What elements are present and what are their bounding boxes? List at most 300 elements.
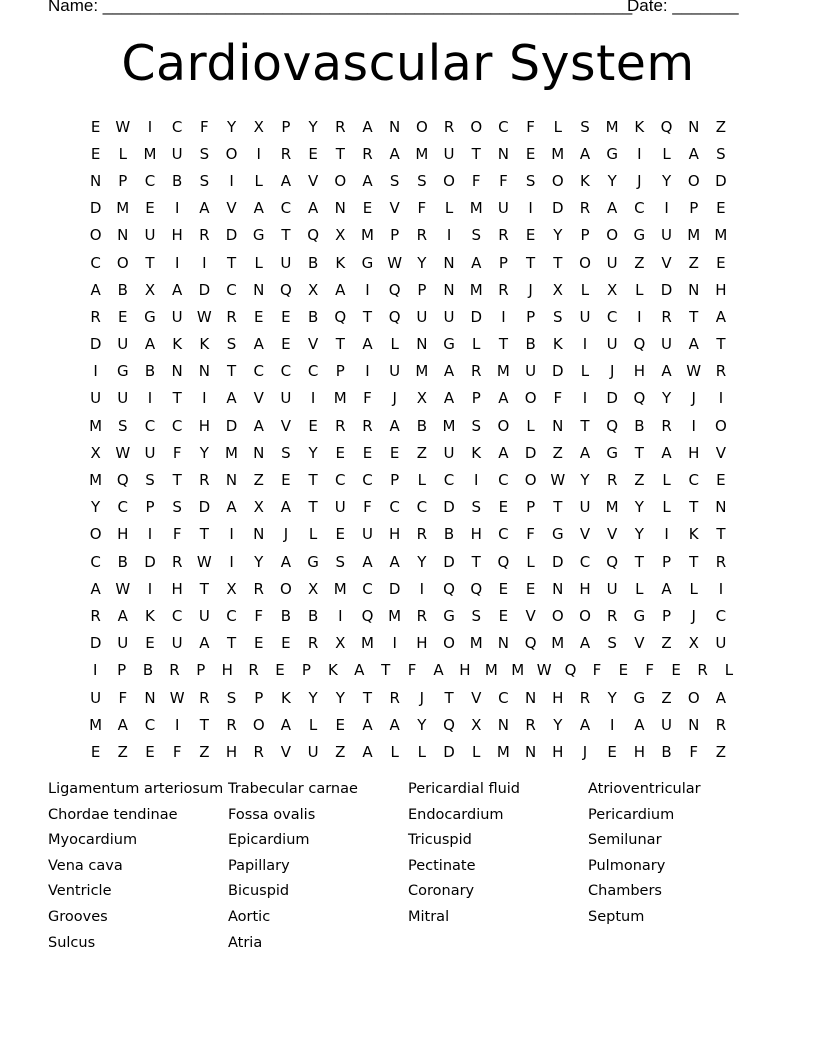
grid-letter: C (171, 606, 183, 625)
grid-letter: L (662, 471, 671, 490)
grid-letter: L (553, 117, 562, 136)
grid-letter: V (525, 606, 536, 625)
grid-letter: M (360, 226, 374, 245)
grid-letter: A (280, 498, 292, 517)
grid-letter: Z (335, 742, 346, 761)
grid-letter: G (443, 335, 455, 354)
grid-letter: A (362, 171, 373, 190)
grid-letter: E (335, 715, 346, 734)
grid-letter: U (443, 307, 455, 326)
grid-letter: X (253, 498, 264, 517)
grid-letter: L (526, 416, 535, 435)
grid-letter: N (253, 280, 265, 299)
grid-letter: H (171, 579, 183, 598)
grid-letter: E (145, 742, 155, 761)
grid-letter: C (416, 498, 428, 517)
grid-letter: T (553, 498, 563, 517)
grid-letter: K (552, 335, 563, 354)
grid-letter: K (327, 661, 338, 680)
grid-letter: P (471, 389, 481, 408)
grid-letter: O (551, 606, 564, 625)
grid-row (82, 167, 742, 194)
grid-letter: T (471, 144, 481, 163)
grid-letter: U (525, 362, 537, 381)
grid-letter: P (390, 226, 400, 245)
grid-letter: I (93, 362, 98, 381)
grid-letter: W (550, 471, 566, 490)
grid-letter: C (443, 471, 455, 490)
grid-letter: D (198, 498, 211, 517)
grid-letter: M (605, 117, 619, 136)
grid-letter: R (253, 579, 264, 598)
grid-letter: B (117, 280, 128, 299)
grid-letter: A (226, 498, 237, 517)
grid-letter: E (671, 661, 681, 680)
grid-letter: R (416, 226, 428, 245)
grid-letter: B (525, 335, 536, 354)
grid-letter: E (362, 443, 373, 462)
grid-letter: O (579, 253, 591, 272)
word-list-item: Bicuspid (228, 883, 290, 900)
grid-letter: R (199, 226, 210, 245)
grid-letter: N (334, 199, 346, 218)
grid-letter: I (664, 525, 669, 544)
grid-letter: T (381, 661, 391, 680)
grid-letter: A (579, 715, 591, 734)
grid-letter: R (253, 742, 264, 761)
grid-letter: V (307, 335, 319, 354)
grid-letter: C (144, 416, 156, 435)
grid-letter: C (606, 307, 618, 326)
grid-letter: A (471, 253, 482, 272)
grid-letter: I (637, 307, 642, 326)
grid-letter: Q (633, 335, 646, 354)
grid-letter: E (281, 634, 291, 653)
grid-letter: J (582, 742, 588, 761)
grid-letter: Q (116, 471, 129, 490)
grid-letter: P (526, 307, 536, 326)
word-list-item: Trabecular carnae (228, 781, 358, 797)
grid-letter: O (715, 416, 727, 435)
grid-letter: M (687, 226, 701, 245)
grid-row (82, 602, 742, 629)
grid-letter: S (471, 606, 481, 625)
grid-letter: P (145, 498, 155, 517)
grid-letter: B (307, 606, 319, 625)
grid-letter: V (471, 688, 482, 707)
grid-letter: R (90, 606, 101, 625)
grid-letter: R (661, 307, 672, 326)
grid-letter: S (281, 443, 291, 462)
grid-letter: E (145, 199, 155, 218)
grid-letter: C (144, 715, 156, 734)
grid-letter: C (144, 171, 156, 190)
grid-letter: C (688, 471, 699, 490)
grid-row (82, 684, 742, 711)
grid-letter: N (524, 742, 537, 761)
grid-letter: V (253, 389, 264, 408)
grid-letter: R (579, 688, 591, 707)
grid-letter: G (307, 552, 319, 571)
grid-letter: L (390, 742, 399, 761)
grid-letter: E (335, 525, 346, 544)
grid-letter: O (551, 171, 564, 190)
grid-letter: X (253, 117, 264, 136)
grid-letter: I (256, 144, 261, 163)
grid-letter: U (117, 335, 129, 354)
grid-letter: M (116, 199, 130, 218)
grid-letter: L (472, 335, 481, 354)
grid-letter: A (634, 715, 645, 734)
grid-letter: V (579, 525, 591, 544)
grid-letter: R (715, 552, 727, 571)
grid-letter: Q (633, 389, 646, 408)
grid-letter: E (618, 661, 629, 680)
grid-letter: W (115, 443, 131, 462)
grid-letter: C (715, 606, 727, 625)
grid-letter: B (307, 307, 319, 326)
grid-letter: D (606, 389, 618, 408)
grid-letter: D (388, 579, 401, 598)
grid-letter: F (689, 742, 699, 761)
grid-letter: U (416, 307, 428, 326)
grid-letter: L (662, 498, 671, 517)
grid-letter: N (89, 171, 102, 190)
letter-grid (82, 113, 742, 766)
grid-letter: Z (199, 742, 210, 761)
grid-letter: F (417, 199, 427, 218)
grid-letter: V (607, 525, 618, 544)
grid-letter: G (633, 688, 646, 707)
name-field-label: Name: ________________________________________________________ (48, 0, 633, 15)
grid-letter: E (281, 335, 291, 354)
grid-letter: N (225, 471, 238, 490)
grid-letter: A (362, 552, 373, 571)
grid-letter: H (552, 688, 564, 707)
grid-letter: R (362, 416, 373, 435)
grid-row (82, 331, 742, 358)
grid-letter: E (525, 226, 536, 245)
grid-letter: D (443, 742, 455, 761)
grid-letter: L (417, 471, 427, 490)
grid-letter: Y (308, 117, 318, 136)
grid-letter: X (307, 280, 319, 299)
grid-letter: A (335, 280, 346, 299)
grid-letter: X (307, 579, 319, 598)
grid-letter: U (280, 253, 292, 272)
grid-letter: U (117, 389, 129, 408)
grid-letter: F (118, 688, 128, 707)
grid-letter: R (661, 416, 672, 435)
grid-letter: G (633, 226, 646, 245)
grid-letter: C (226, 280, 237, 299)
grid-letter: H (579, 579, 591, 598)
grid-letter: L (254, 171, 263, 190)
grid-letter: I (229, 552, 234, 571)
grid-letter: F (363, 389, 372, 408)
grid-letter: K (172, 335, 183, 354)
grid-letter: A (661, 362, 672, 381)
grid-letter: Q (606, 416, 619, 435)
grid-letter: T (199, 579, 209, 598)
grid-letter: L (472, 742, 481, 761)
grid-letter: D (89, 335, 102, 354)
grid-letter: A (117, 715, 128, 734)
grid-letter: E (362, 199, 373, 218)
grid-letter: G (606, 443, 618, 462)
grid-letter: N (524, 688, 537, 707)
grid-letter: U (579, 498, 591, 517)
grid-letter: M (469, 280, 483, 299)
grid-letter: C (335, 471, 346, 490)
grid-letter: S (226, 688, 237, 707)
grid-letter: I (718, 389, 724, 408)
grid-row (82, 276, 742, 303)
grid-row (82, 385, 742, 412)
grid-letter: B (280, 606, 292, 625)
grid-letter: Y (335, 688, 345, 707)
grid-letter: C (171, 416, 183, 435)
grid-letter: Q (470, 579, 483, 598)
grid-letter: U (198, 606, 210, 625)
grid-letter: N (416, 335, 428, 354)
grid-letter: N (497, 144, 510, 163)
grid-letter: C (362, 579, 373, 598)
grid-letter: S (471, 498, 481, 517)
grid-letter: P (254, 688, 264, 707)
grid-letter: R (416, 606, 428, 625)
grid-letter: P (117, 661, 127, 680)
grid-letter: K (688, 525, 699, 544)
grid-letter: E (308, 416, 318, 435)
grid-letter: F (592, 661, 602, 680)
word-list-item: Grooves (48, 908, 108, 925)
grid-letter: U (661, 335, 673, 354)
grid-letter: M (511, 661, 525, 680)
grid-letter: E (90, 742, 101, 761)
grid-letter: L (689, 579, 698, 598)
grid-row (82, 548, 742, 575)
grid-letter: Z (552, 443, 563, 462)
grid-letter: R (471, 362, 482, 381)
grid-letter: L (724, 661, 734, 680)
grid-letter: P (390, 471, 400, 490)
grid-letter: V (226, 199, 237, 218)
grid-letter: T (580, 416, 590, 435)
grid-letter: C (498, 525, 509, 544)
grid-letter: D (225, 416, 238, 435)
grid-letter: A (579, 144, 591, 163)
grid-letter: C (171, 117, 183, 136)
grid-letter: L (390, 335, 399, 354)
grid-letter: Z (661, 634, 672, 653)
grid-letter: A (688, 144, 699, 163)
grid-letter: O (280, 579, 292, 598)
grid-letter: L (254, 253, 263, 272)
grid-letter: E (118, 307, 128, 326)
grid-letter: J (637, 171, 642, 190)
grid-letter: R (525, 715, 536, 734)
grid-letter: E (253, 307, 264, 326)
grid-letter: R (169, 661, 180, 680)
grid-letter: E (716, 199, 726, 218)
grid-letter: R (715, 362, 727, 381)
grid-letter: U (443, 443, 455, 462)
grid-letter: B (661, 742, 672, 761)
grid-letter: E (716, 471, 726, 490)
grid-letter: M (714, 226, 728, 245)
grid-letter: C (280, 362, 292, 381)
grid-letter: U (606, 335, 618, 354)
grid-letter: C (498, 471, 509, 490)
word-column (48, 778, 228, 957)
grid-letter: W (196, 307, 212, 326)
grid-letter: M (442, 416, 456, 435)
grid-letter: Q (307, 226, 319, 245)
grid-letter: A (280, 715, 292, 734)
grid-letter: I (365, 280, 370, 299)
grid-letter: W (196, 552, 212, 571)
word-list-item: Endocardium (408, 806, 504, 823)
grid-letter: T (335, 144, 345, 163)
grid-letter: Q (280, 280, 292, 299)
grid-letter: R (498, 280, 509, 299)
grid-letter: X (335, 226, 346, 245)
grid-letter: M (469, 199, 483, 218)
grid-letter: N (497, 715, 510, 734)
grid-letter: A (661, 443, 672, 462)
grid-letter: E (498, 498, 509, 517)
grid-letter: D (89, 199, 102, 218)
grid-letter: X (416, 389, 427, 408)
word-list-item: Fossa ovalis (228, 806, 316, 823)
grid-letter: D (552, 199, 564, 218)
grid-letter: N (552, 416, 564, 435)
grid-letter: U (661, 226, 673, 245)
grid-letter: P (335, 362, 345, 381)
grid-letter: T (226, 253, 237, 272)
word-list-item: Pericardium (588, 806, 675, 823)
grid-letter: K (145, 606, 155, 625)
grid-letter: E (275, 661, 285, 680)
grid-letter: T (526, 253, 536, 272)
grid-row (82, 738, 742, 765)
grid-letter: F (526, 117, 535, 136)
grid-letter: F (172, 443, 182, 462)
grid-letter: D (660, 280, 673, 299)
grid-letter: A (389, 416, 400, 435)
grid-letter: P (417, 280, 427, 299)
grid-letter: F (172, 742, 182, 761)
grid-row (82, 439, 742, 466)
grid-letter: U (389, 362, 401, 381)
grid-letter: Y (661, 171, 672, 190)
grid-letter: W (686, 362, 702, 381)
grid-letter: V (634, 634, 645, 653)
grid-letter: U (90, 389, 102, 408)
grid-letter: L (662, 144, 671, 163)
grid-letter: T (308, 471, 318, 490)
grid-letter: M (360, 634, 374, 653)
grid-letter: Y (661, 389, 672, 408)
grid-letter: X (335, 634, 346, 653)
grid-letter: N (144, 688, 156, 707)
grid-letter: A (144, 335, 156, 354)
grid-letter: A (688, 335, 699, 354)
grid-letter: A (362, 335, 373, 354)
grid-letter: O (225, 144, 238, 163)
grid-letter: R (416, 525, 428, 544)
grid-row (82, 303, 742, 330)
grid-letter: E (281, 471, 291, 490)
grid-letter: F (363, 498, 372, 517)
grid-letter: M (551, 634, 565, 653)
grid-letter: S (172, 498, 182, 517)
grid-letter: R (697, 661, 708, 680)
grid-letter: L (308, 715, 318, 734)
grid-letter: X (607, 280, 618, 299)
grid-letter: H (416, 634, 428, 653)
word-list-item: Chordae tendinae (48, 806, 178, 823)
grid-letter: O (89, 525, 102, 544)
word-list-item: Atria (228, 934, 263, 951)
grid-row (82, 195, 742, 222)
grid-letter: S (553, 307, 563, 326)
grid-letter: T (498, 335, 508, 354)
grid-letter: Z (715, 117, 727, 136)
grid-letter: L (635, 579, 644, 598)
grid-letter: Z (117, 742, 128, 761)
grid-letter: L (635, 280, 644, 299)
grid-letter: Y (634, 498, 644, 517)
grid-letter: Y (607, 171, 617, 190)
grid-letter: Y (254, 552, 264, 571)
grid-letter: T (362, 688, 373, 707)
grid-letter: E (716, 253, 726, 272)
grid-letter: C (498, 117, 509, 136)
grid-letter: A (389, 552, 400, 571)
grid-letter: M (89, 416, 103, 435)
grid-letter: G (361, 253, 374, 272)
grid-letter: I (147, 525, 153, 544)
grid-letter: A (253, 199, 264, 218)
grid-letter: Q (660, 117, 673, 136)
grid-letter: O (687, 688, 700, 707)
grid-letter: M (143, 144, 157, 163)
grid-letter: A (199, 634, 210, 653)
word-list-item: Pectinate (408, 857, 476, 874)
grid-letter: A (715, 307, 727, 326)
grid-letter: T (362, 307, 373, 326)
grid-letter: D (715, 171, 727, 190)
grid-letter: G (252, 226, 265, 245)
grid-letter: Z (715, 742, 727, 761)
grid-letter: I (392, 634, 397, 653)
grid-letter: T (634, 443, 644, 462)
grid-letter: P (526, 498, 536, 517)
grid-letter: A (90, 280, 101, 299)
grid-letter: Y (226, 117, 237, 136)
grid-letter: C (634, 199, 645, 218)
grid-row (82, 575, 742, 602)
grid-letter: H (459, 661, 471, 680)
grid-letter: T (335, 335, 345, 354)
grid-letter: E (607, 742, 617, 761)
grid-letter: U (661, 715, 673, 734)
grid-letter: N (198, 362, 210, 381)
grid-letter: N (443, 253, 455, 272)
grid-letter: D (144, 552, 156, 571)
